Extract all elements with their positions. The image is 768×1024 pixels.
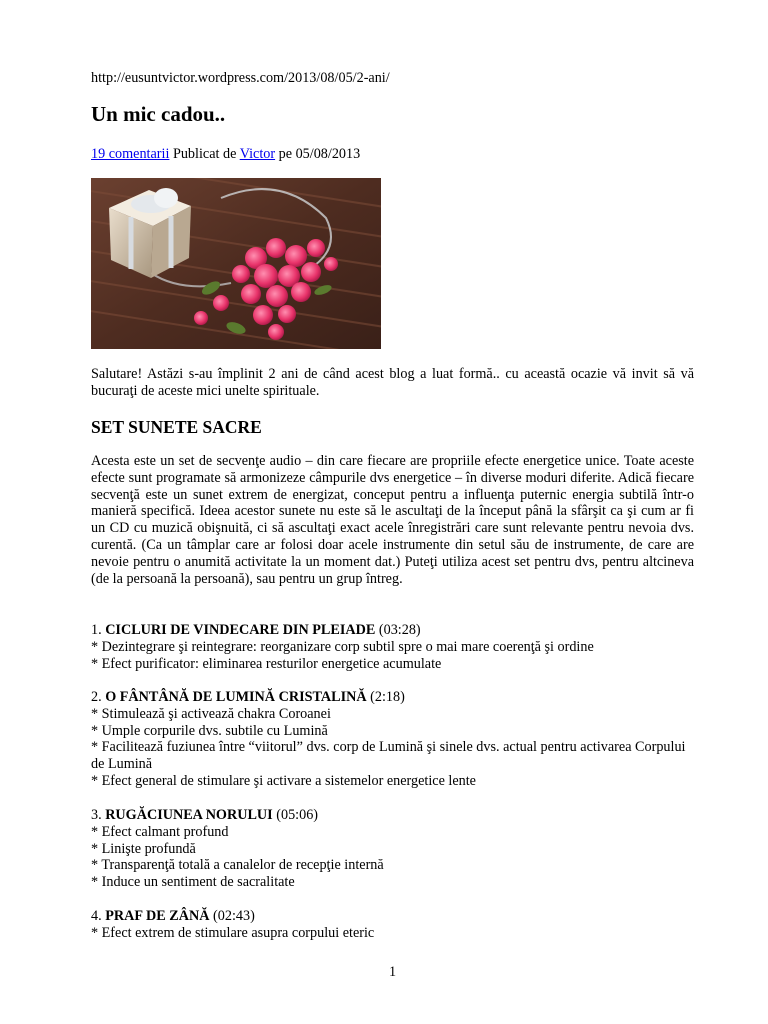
post-title: Un mic cadou.. [91,102,226,126]
list-item [91,689,694,790]
post-meta [91,146,360,163]
item-name: O FÂNTÂNĂ DE LUMINĂ CRISTALINĂ [105,689,367,705]
item-name: PRAF DE ZÂNĂ [105,908,210,924]
item-name: CICLURI DE VINDECARE DIN PLEIADE [105,622,376,638]
item-duration: (2:18) [366,689,405,705]
page-number: 1 [388,964,397,980]
item-bullet: * Stimulează şi activează chakra Coroanei [91,705,331,722]
source-url: http://eusuntvictor.wordpress.com/2013/08/05/2-ani/ [91,70,390,86]
item-bullet: * Dezintegrare şi reintegrare: reorganizare corp subtil spre o mai mare coerenţă şi ordine [91,638,594,655]
item-bullet: * Efect extrem de stimulare asupra corpului eteric [91,924,375,941]
item-bullet: * Induce un sentiment de sacralitate [91,874,295,891]
item-duration: (02:43) [209,908,255,924]
published-by-text: Publicat de [169,146,240,162]
item-bullet: * Facilitează fuziunea între “viitorul” dvs. corp de Lumină şi sinele dvs. actual pentru activarea Corpului de Lumină [91,739,686,773]
comments-link[interactable]: 19 comentarii [91,146,170,162]
item-bullet: * Efect calmant profund [91,823,229,840]
list-item [91,908,694,942]
publish-date: pe 05/08/2013 [275,146,361,162]
item-duration: (03:28) [375,622,421,638]
item-heading: 1. CICLURI DE VINDECARE DIN PLEIADE (03:28) [91,622,421,638]
list-item [91,807,694,891]
item-duration: (05:06) [272,807,319,823]
item-name: RUGĂCIUNEA NORULUI [105,807,273,823]
item-heading: 3. RUGĂCIUNEA NORULUI (05:06) [91,807,319,823]
section-heading: SET SUNETE SACRE [91,417,262,437]
author-link[interactable]: Victor [239,146,276,162]
list-item [91,622,694,672]
item-bullet: * Transparenţă totală a canalelor de recepţie internă [91,857,384,874]
item-bullet: * Efect purificator: eliminarea resturilor energetice acumulate [91,655,442,672]
item-bullet: * Efect general de stimulare şi activare a sistemelor energetice lente [91,772,476,789]
item-bullet: * Linişte profundă [91,840,196,857]
body-paragraph: Acesta este un set de secvenţe audio – din care fiecare are propriile efecte energetice unice. Toate aceste efecte sunt programate să armonizeze câmpurile dvs energetice – în diverse moduri diferite. Adică fiecare secvenţă este un sunet extrem de energizat, conceput pentru a influenţa puternic energia subtilă într-o manieră specifică. Ideea acestor sunete nu este să le ascultaţi de la început până la sfârşit ca şi cum ar fi un CD cu muzică obişnuită, ci să ascultaţi exact acele înregistrări care sunt relevante pentru nevoia dvs. curentă. (Ca un tâmplar care ar folosi doar acele instrumente din setul său de instrumente, de care are nevoie pentru o anumită activitate la un moment dat.) Puteţi utiliza acest set pentru dvs, pentru altcineva (de la persoană la persoană), sau pentru un grup întreg. [91,453,694,587]
item-heading: 2. O FÂNTÂNĂ DE LUMINĂ CRISTALINĂ (2:18) [91,689,405,705]
item-bullet: * Umple corpurile dvs. subtile cu Lumină [91,722,328,739]
intro-paragraph: Salutare! Astăzi s-au împlinit 2 ani de când acest blog a luat formă.. cu această ocazie vă invit să vă bucuraţi de aceste mici unelte spirituale. [91,366,694,399]
gift-roses-photo [91,178,381,349]
gift-roses-illustration [91,178,381,349]
item-heading: 4. PRAF DE ZÂNĂ (02:43) [91,908,255,924]
